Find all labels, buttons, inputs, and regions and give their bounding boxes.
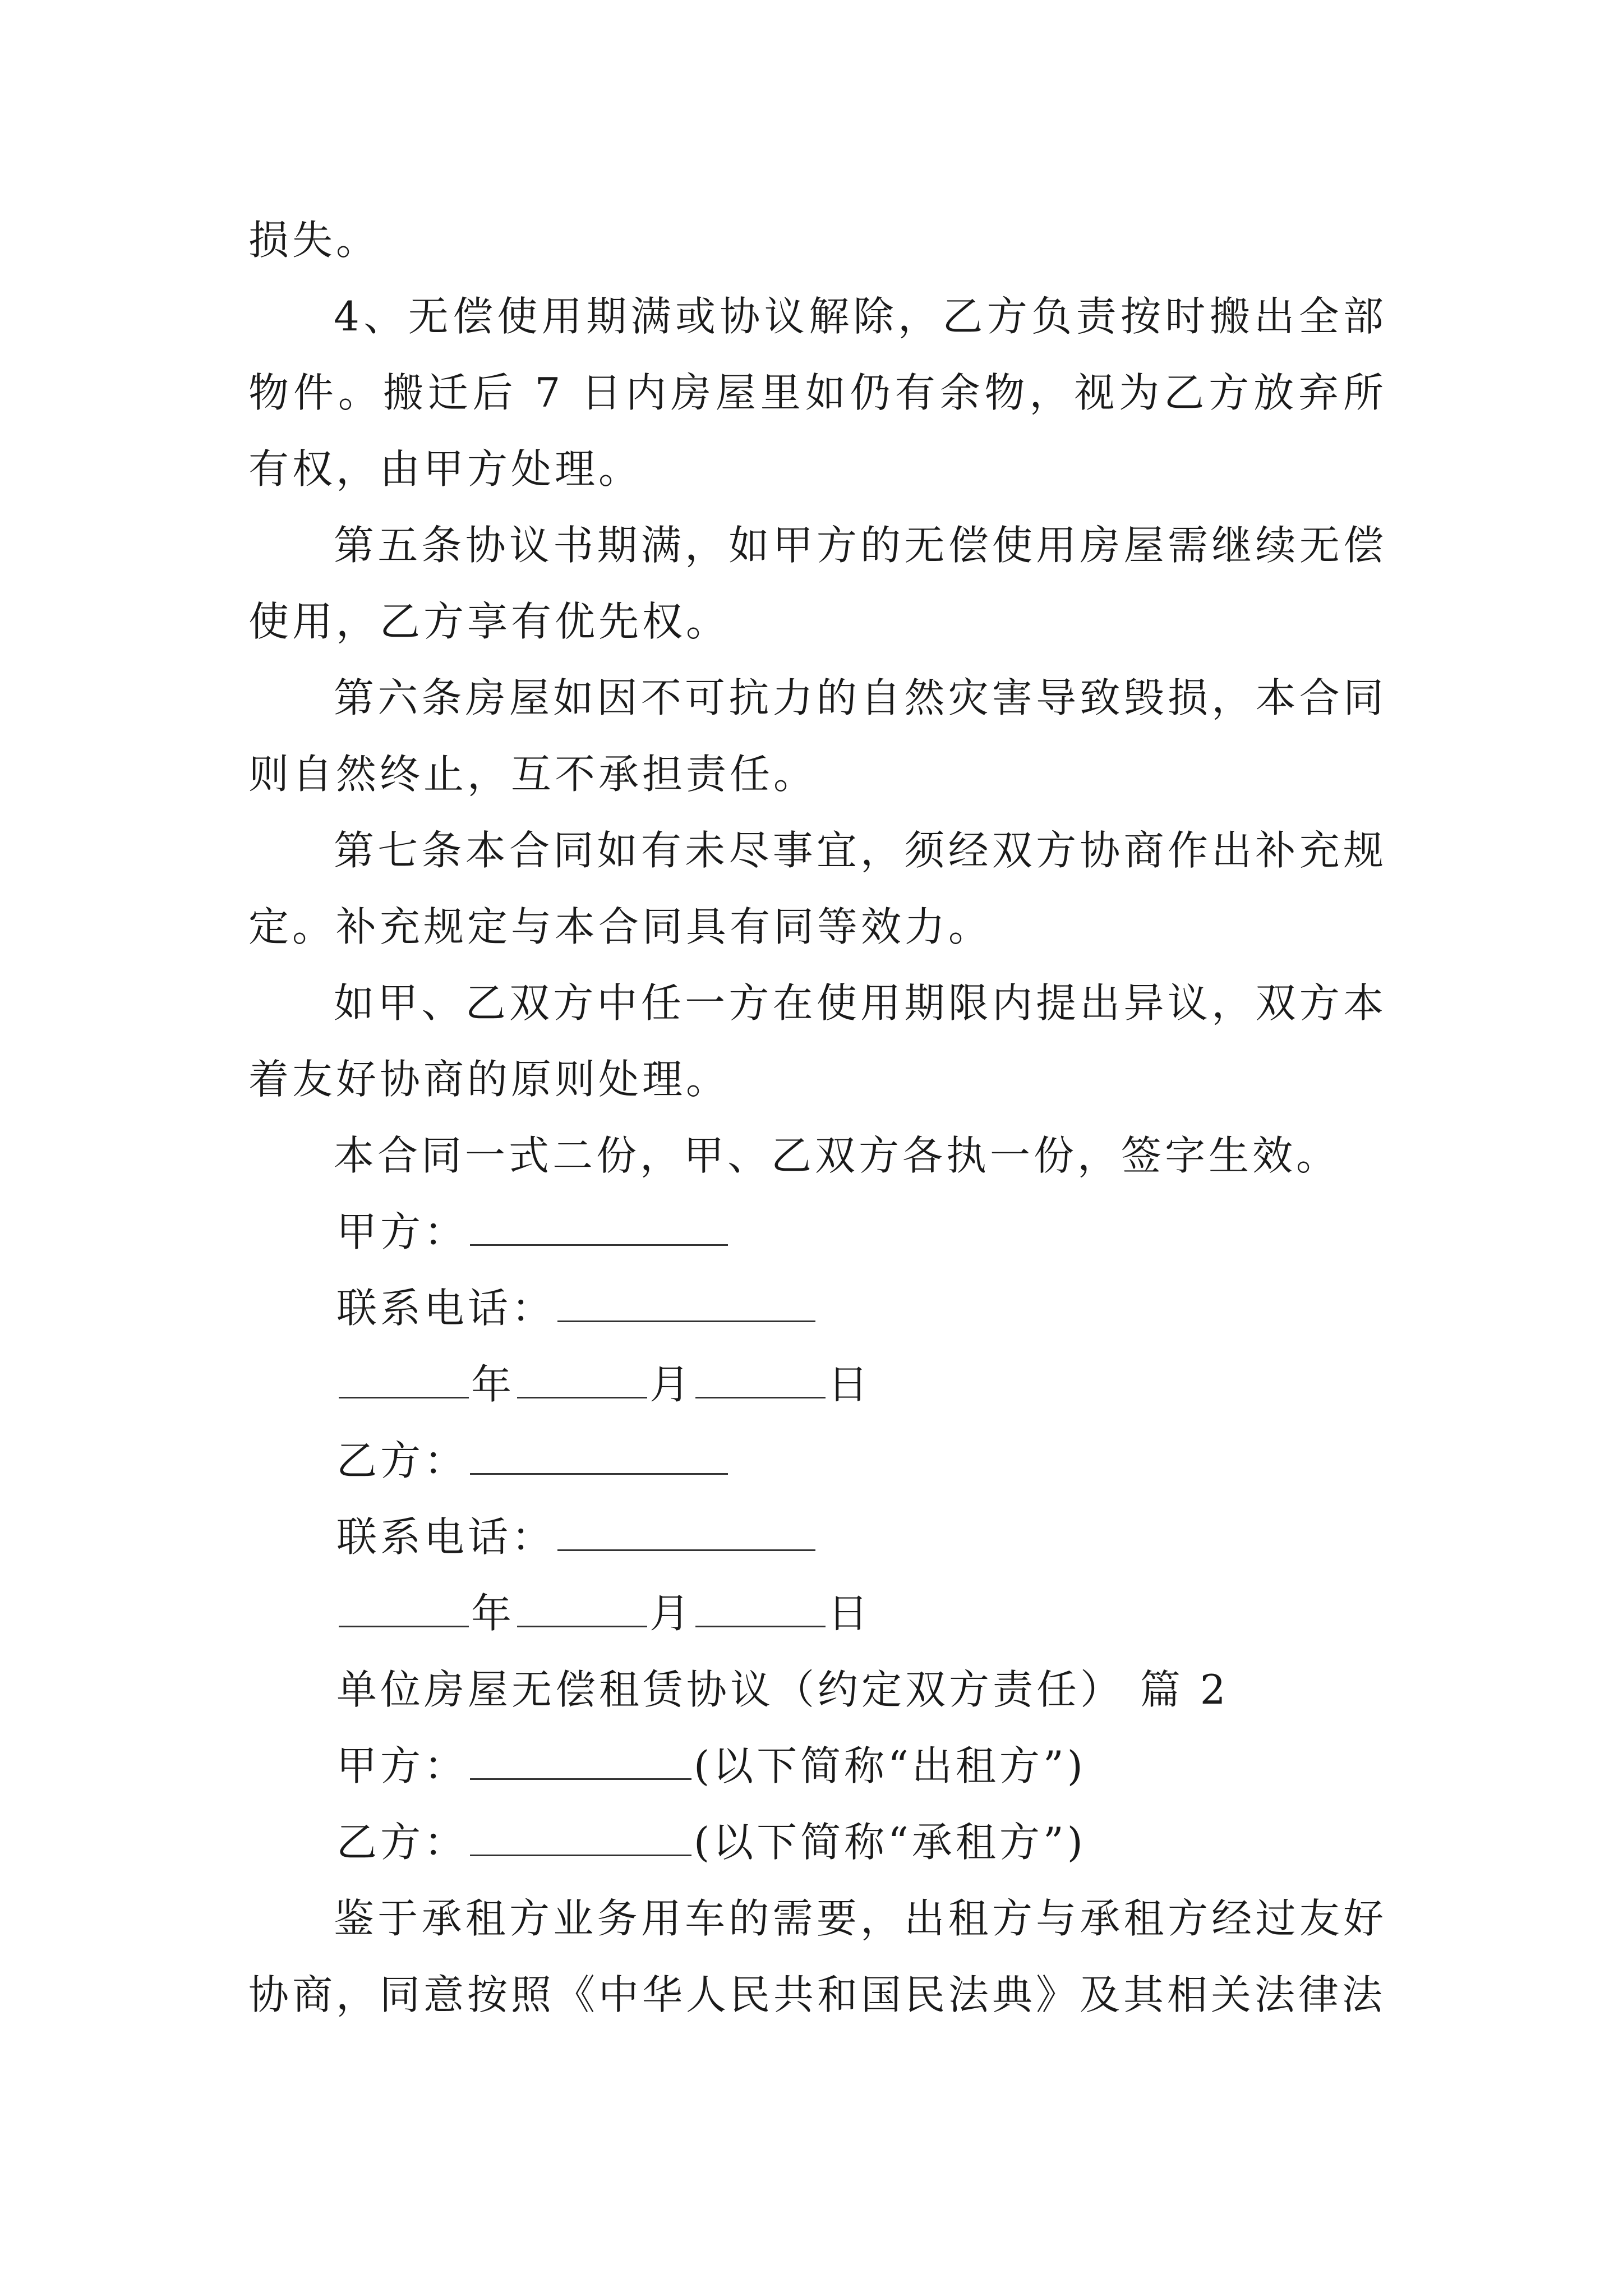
paragraph-article-5: 第五条协议书期满，如甲方的无偿使用房屋需继续无偿使用，乙方享有优先权。 — [248, 522, 1387, 645]
party-b-label: 乙方： — [336, 1437, 468, 1484]
paragraph-article-7: 第七条本合同如有未尽事宜，须经双方协商作出补充规定。补充规定与本合同具有同等效力。 — [248, 827, 1387, 950]
section-2-title: 单位房屋无偿租赁协议（约定双方责任） 篇 2 — [336, 1666, 1229, 1713]
year-blank — [339, 1358, 469, 1398]
day-label: 日 — [828, 1590, 872, 1637]
section-2-party-a-blank — [470, 1739, 691, 1780]
year-label: 年 — [471, 1590, 515, 1637]
paragraph-copies: 本合同一式二份，甲、乙双方各执一份，签字生效。 — [334, 1132, 1340, 1179]
party-a-label: 甲方： — [336, 1208, 468, 1255]
month-label: 月 — [649, 1590, 694, 1637]
paragraph-article-6: 第六条房屋如因不可抗力的自然灾害导致毁损，本合同则自然终止，互不承担责任。 — [248, 674, 1387, 798]
month-blank — [517, 1358, 647, 1398]
day-label: 日 — [828, 1361, 872, 1408]
phone-a-label: 联系电话： — [336, 1285, 556, 1332]
day-blank — [695, 1358, 826, 1398]
paragraph-dispute: 如甲、乙双方中任一方在使用期限内提出异议，双方本着友好协商的原则处理。 — [248, 979, 1387, 1103]
section-2-intro: 鉴于承租方业务用车的需要，出租方与承租方经过友好协商，同意按照《中华人民共和国民法典》及其相关法律法 — [248, 1895, 1387, 2018]
phone-a-blank — [557, 1281, 815, 1322]
day-blank — [695, 1586, 826, 1627]
section-2-party-b-label: 乙方： — [336, 1819, 468, 1866]
signature-phone-b — [248, 1499, 1387, 1575]
section-2-party-a — [248, 1728, 1387, 1804]
party-b-blank — [470, 1434, 728, 1475]
signature-date-a — [248, 1346, 1387, 1423]
phone-b-label: 联系电话： — [336, 1513, 556, 1561]
section-2-party-a-label: 甲方： — [336, 1742, 468, 1789]
year-label: 年 — [471, 1361, 515, 1408]
year-blank — [339, 1586, 469, 1627]
month-label: 月 — [649, 1361, 694, 1408]
party-a-blank — [470, 1205, 728, 1246]
signature-party-a — [248, 1194, 1387, 1270]
paragraph-loss: 损失。 — [248, 217, 380, 264]
phone-b-blank — [557, 1510, 815, 1551]
section-2-party-b-blank — [470, 1815, 691, 1856]
paragraph-clause-4: 4、无偿使用期满或协议解除，乙方负责按时搬出全部物件。搬迁后 7 日内房屋里如仍有余物，视为乙方放弃所有权，由甲方处理。 — [248, 293, 1387, 493]
signature-date-b — [248, 1575, 1387, 1651]
section-2-party-b — [248, 1804, 1387, 1880]
month-blank — [517, 1586, 647, 1627]
section-2-party-b-note: (以下简称“承租方”) — [694, 1819, 1086, 1866]
section-2-party-a-note: (以下简称“出租方”) — [694, 1742, 1086, 1789]
signature-phone-a — [248, 1270, 1387, 1346]
document-body — [248, 202, 1387, 2033]
signature-party-b — [248, 1423, 1387, 1499]
